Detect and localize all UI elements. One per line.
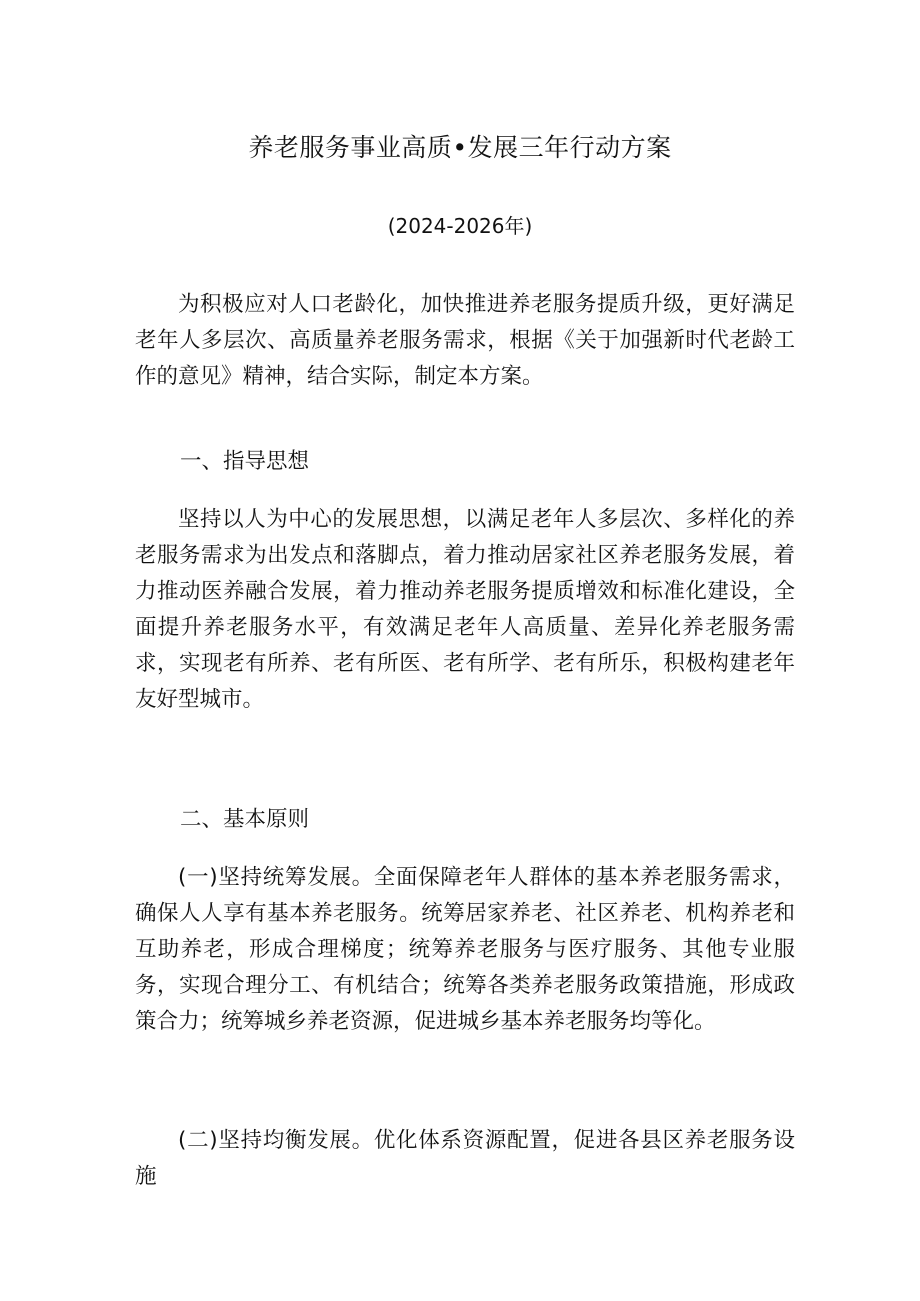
section-heading-guiding-ideology: 一、指导思想 bbox=[180, 449, 310, 474]
intro-paragraph: 为积极应对人口老龄化，加快推进养老服务提质升级，更好满足老年人多层次、高质量养老服务需求，根据《关于加强新时代老龄工作的意见》精神，结合实际，制定本方案。 bbox=[135, 292, 795, 389]
principle-coordinated-development-paragraph: (一)坚持统筹发展。全面保障老年人群体的基本养老服务需求，确保人人享有基本养老服务。统筹居家养老、社区养老、机构养老和互助养老，形成合理梯度；统筹养老服务与医疗服务、其他专业服务，实现合理分工、有机结合；统筹各类养老服务政策措施，形成政策合力；统筹城乡养老资源，促进城乡基本养老服务均等化。 bbox=[135, 865, 795, 1034]
document-subtitle: (2024-2026年) bbox=[387, 214, 533, 238]
principle-balanced-development-paragraph: (二)坚持均衡发展。优化体系资源配置，促进各县区养老服务设施 bbox=[135, 1128, 795, 1189]
guiding-ideology-paragraph: 坚持以人为中心的发展思想，以满足老年人多层次、多样化的养老服务需求为出发点和落脚点，着力推动居家社区养老服务发展，着力推动医养融合发展，着力推动养老服务提质增效和标准化建设，全面提升养老服务水平，有效满足老年人高质量、差异化养老服务需求，实现老有所养、老有所医、老有所学、老有所乐，积极构建老年友好型城市。 bbox=[135, 507, 795, 712]
document-title: 养老服务事业高质•发展三年行动方案 bbox=[248, 133, 672, 162]
section-heading-basic-principles: 二、基本原则 bbox=[180, 807, 310, 832]
